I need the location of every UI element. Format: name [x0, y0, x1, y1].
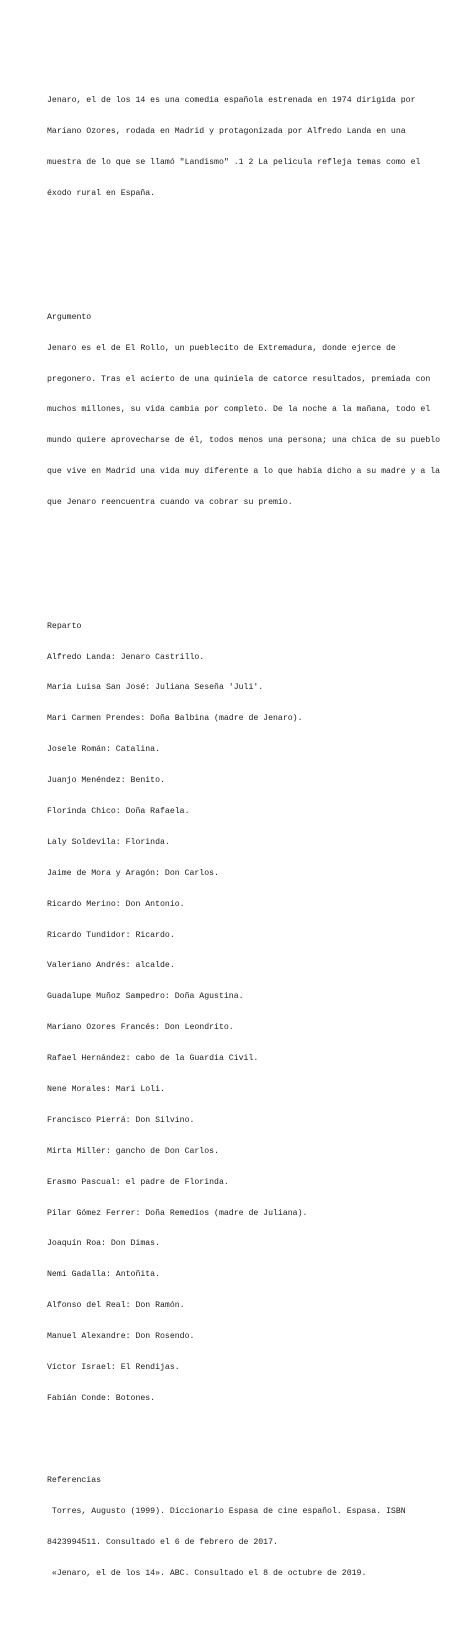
cast-list-item: Mari Carmen Prendes: Doña Balbina (madre de Jenaro). [47, 714, 303, 724]
document-body [47, 45, 441, 1631]
text-line: mundo quiere aprovecharse de él, todos menos una persona; una chica de su pueblo [47, 436, 441, 446]
reference-line: 8423994511. Consultado el 6 de febrero de 2017. [47, 1538, 278, 1548]
section-heading-referencias: Referencias [47, 1476, 102, 1486]
cast-list-item: Josele Román: Catalina. [47, 745, 161, 755]
reference-line: «Jenaro, el de los 14». ABC. Consultado el 8 de octubre de 2019. [47, 1568, 367, 1578]
cast-list-item: Erasmo Pascual: el padre de Florinda. [47, 1177, 229, 1187]
text-line: pregonero. Tras el acierto de una quiniela de catorce resultados, premiada con [47, 374, 431, 384]
cast-list-item: Fabián Conde: Botones. [47, 1393, 156, 1403]
cast-list-item: Rafael Hernández: cabo de la Guardia Civil. [47, 1054, 259, 1064]
argumento-section [47, 292, 441, 529]
text-line: que vive en Madrid una vida muy diferente a lo que había dicho a su madre y a la [47, 467, 441, 477]
cast-list-item: Ricardo Merino: Don Antonio. [47, 899, 185, 909]
paragraph-gap [47, 251, 437, 261]
cast-list-item: Laly Soldevila: Florinda. [47, 837, 170, 847]
cast-list-item: Víctor Israel: El Rendijas. [47, 1363, 180, 1372]
reference-line: Torres, Augusto (1999). Diccionario Espasa de cine español. Espasa. ISBN [47, 1507, 406, 1517]
text-line: Jenaro es el de El Rollo, un pueblecito de Extremadura, donde ejerce de [47, 343, 396, 353]
cast-list-item: Alfredo Landa: Jenaro Castrillo. [47, 652, 205, 662]
cast-list-item: Nemi Gadalla: Antoñita. [47, 1270, 161, 1280]
cast-list-item: Juanjo Menéndez: Benito. [47, 776, 165, 786]
text-line: que Jenaro reencuentra cuando va cobrar su premio. [47, 498, 293, 508]
reparto-section [47, 601, 437, 1425]
text-line: muestra de lo que se llamó "Landismo" .1 2 La película refleja temas como el [47, 158, 421, 168]
cast-list-item: Alfonso del Real: Don Ramón. [47, 1301, 185, 1311]
text-line: éxodo rural en España. [47, 189, 156, 199]
intro-paragraph [47, 76, 437, 220]
text-line: Jenaro, el de los 14 es una comedia española estrenada en 1974 dirigida por [47, 96, 416, 106]
text-line: Mariano Ozores, rodada en Madrid y protagonizada por Alfredo Landa en una [47, 127, 406, 137]
cast-list-item: Florinda Chico: Doña Rafaela. [47, 806, 190, 816]
cast-list-item: Manuel Alexandre: Don Rosendo. [47, 1332, 195, 1342]
cast-list-item: María Luisa San José: Juliana Seseña 'Juli'. [47, 683, 264, 693]
cast-list-item: Valeriano Andrés: alcalde. [47, 961, 175, 971]
cast-list-item: Guadalupe Muñoz Sampedro: Doña Agustina. [47, 992, 244, 1002]
cast-list-item: Jaime de Mora y Aragón: Don Carlos. [47, 868, 219, 878]
cast-list-item: Pilar Gómez Ferrer: Doña Remedios (madre de Juliana). [47, 1208, 308, 1218]
paragraph-gap [47, 560, 437, 570]
referencias-section [47, 1456, 437, 1600]
section-heading-reparto: Reparto [47, 621, 82, 631]
cast-list-item: Francisco Pierrá: Don Silvino. [47, 1115, 195, 1125]
cast-list-item: Ricardo Tundidor: Ricardo. [47, 930, 175, 940]
cast-list-item: Nene Morales: Mari Loli. [47, 1084, 165, 1094]
text-line: muchos millones, su vida cambia por completo. De la noche a la mañana, todo el [47, 405, 431, 415]
section-heading-argumento: Argumento [47, 312, 92, 322]
cast-list-item: Joaquín Roa: Don Dimas. [47, 1239, 161, 1249]
cast-list-item: Mariano Ozores Francés: Don Leondrito. [47, 1023, 234, 1033]
cast-list-item: Mirta Miller: gancho de Don Carlos. [47, 1146, 219, 1156]
